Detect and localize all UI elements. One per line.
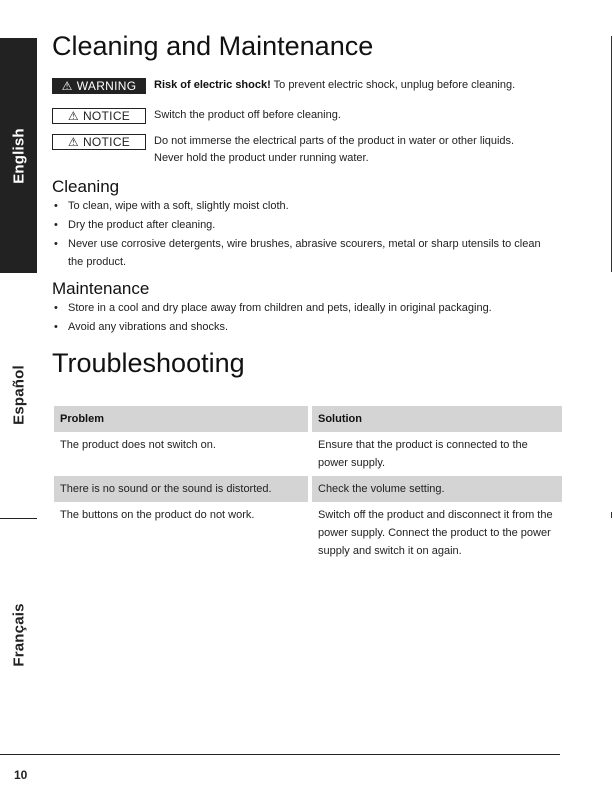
column-header-problem: Problem bbox=[54, 406, 310, 432]
right-edge-mark bbox=[611, 36, 612, 272]
column-header-solution: Solution bbox=[310, 406, 562, 432]
warning-text bbox=[154, 77, 515, 94]
right-edge-tick bbox=[611, 512, 612, 518]
warning-badge bbox=[52, 78, 146, 94]
warning-body-text: To prevent electric shock, unplug before cleaning. bbox=[270, 79, 516, 91]
language-label-english: English bbox=[10, 127, 27, 184]
table-header-row bbox=[54, 406, 562, 432]
section-title-cleaning-maintenance: Cleaning and Maintenance bbox=[52, 31, 374, 61]
list-item: • To clean, wipe with a soft, slightly moist cloth. bbox=[52, 197, 552, 215]
language-label-francais: Français bbox=[10, 603, 27, 667]
warning-triangle-icon: ⚠ bbox=[67, 109, 79, 123]
cleaning-list bbox=[52, 197, 552, 272]
warning-row bbox=[52, 78, 515, 94]
table-row bbox=[54, 432, 562, 476]
solution-cell: Check the volume setting. bbox=[310, 476, 562, 502]
troubleshooting-table bbox=[54, 406, 562, 564]
problem-cell: The buttons on the product do not work. bbox=[54, 502, 310, 564]
notice-text-1: Switch the product off before cleaning. bbox=[154, 109, 341, 121]
notice-row-2 bbox=[52, 134, 514, 167]
notice-badge bbox=[52, 134, 146, 150]
language-tab-francais bbox=[0, 560, 37, 710]
solution-cell: Switch off the product and disconnect it from the power supply. Connect the product to the power supply and switch it on again. bbox=[318, 509, 553, 557]
problem-cell: The product does not switch on. bbox=[54, 432, 310, 476]
warning-bold-text: Risk of electric shock! bbox=[154, 79, 271, 91]
problem-cell: There is no sound or the sound is distorted. bbox=[54, 476, 310, 502]
language-tab-espanol bbox=[0, 330, 37, 460]
language-label-espanol: Español bbox=[10, 365, 27, 425]
warning-triangle-icon: ⚠ bbox=[61, 79, 73, 93]
list-item: • Dry the product after cleaning. bbox=[52, 216, 552, 234]
notice-badge bbox=[52, 108, 146, 124]
table-row bbox=[54, 502, 562, 564]
maintenance-list bbox=[52, 299, 552, 337]
notice-badge-label: NOTICE bbox=[82, 109, 131, 123]
notice-text-2 bbox=[154, 133, 514, 167]
notice-badge-label: NOTICE bbox=[82, 135, 131, 149]
notice-row-1 bbox=[52, 108, 341, 124]
notice-text-2-line2: Never hold the product under running water. bbox=[154, 152, 369, 164]
tab-separator bbox=[0, 518, 37, 519]
warning-badge-label: WARNING bbox=[76, 79, 137, 93]
notice-text-2-line1: Do not immerse the electrical parts of the product in water or other liquids. bbox=[154, 135, 515, 147]
warning-triangle-icon: ⚠ bbox=[67, 135, 79, 149]
page-number: 10 bbox=[14, 768, 28, 782]
list-item: • Avoid any vibrations and shocks. bbox=[52, 318, 552, 336]
solution-cell: Ensure that the product is connected to the power supply. bbox=[318, 439, 528, 469]
list-item: • Store in a cool and dry place away from children and pets, ideally in original packaging. bbox=[52, 299, 552, 317]
subsection-title-maintenance: Maintenance bbox=[52, 279, 150, 298]
section-title-troubleshooting: Troubleshooting bbox=[52, 348, 245, 378]
list-item: • Never use corrosive detergents, wire brushes, abrasive scourers, metal or sharp utensils to clean the product. bbox=[52, 235, 552, 271]
subsection-title-cleaning: Cleaning bbox=[52, 177, 120, 196]
table-row bbox=[54, 476, 562, 502]
footer-divider bbox=[0, 754, 560, 755]
language-tab-english bbox=[0, 38, 37, 273]
